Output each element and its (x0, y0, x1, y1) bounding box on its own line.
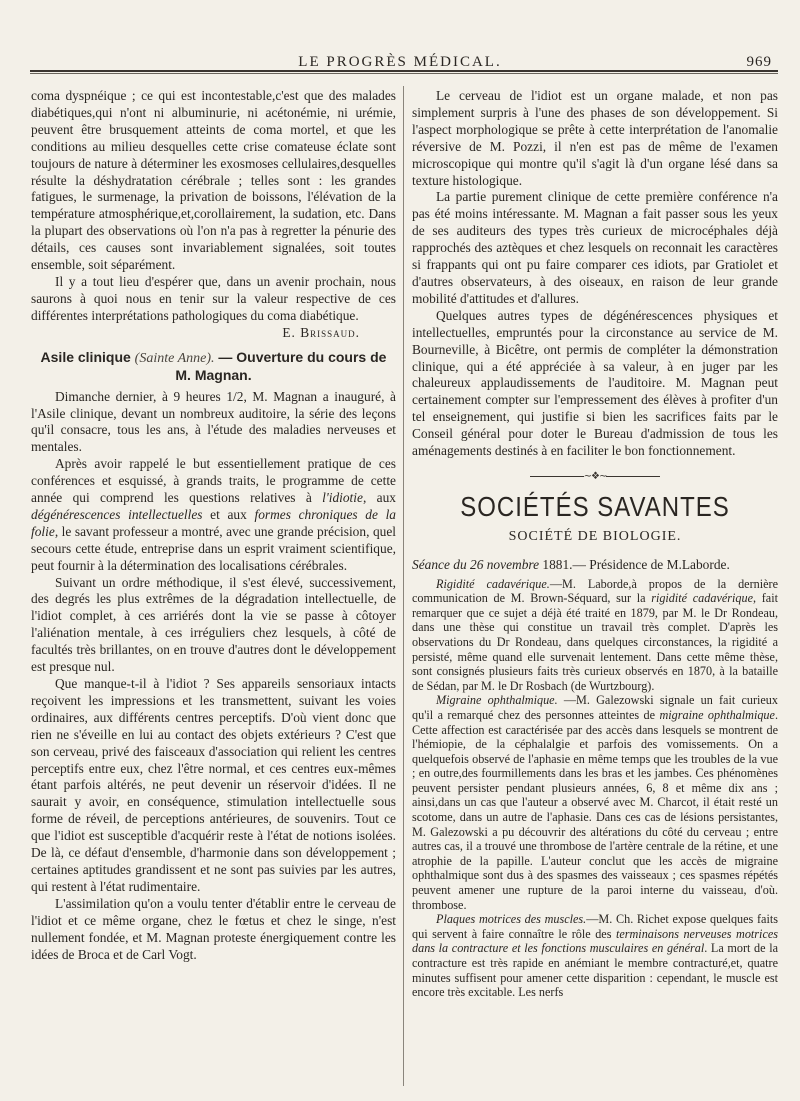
running-title: LE PROGRÈS MÉDICAL. (298, 54, 502, 70)
paragraph: Rigidité cadavérique.—M. Laborde,à propos de la dernière communication de M. Brown-Séquard, sur la rigidité cadavérique, fait remarquer que ce sujet a déjà été traité en 1879, par M. le Dr Rondeau, dans une thèse qui constitue un travail très complet. D'après les observations du Dr Rondeau, dans quelques circonstances, la rigidité a persisté, même quand elle survenait lentement. Dans cette même thèse, sont consignés plusieurs faits très curieux observés en 1870, à la bataille de Sédan, par M. le Dr Rosbach (de Wurtzbourg). (412, 576, 778, 693)
section-title: SOCIÉTÉS SAVANTES (460, 491, 730, 523)
page-number: 969 (746, 54, 772, 70)
author-signature: E. Brissaud. (282, 324, 360, 340)
proceedings (412, 577, 778, 1000)
header-rule (30, 70, 778, 72)
section-ornament: ∼❖∼ (412, 469, 778, 486)
column-divider (403, 86, 404, 1086)
paragraph: coma dyspnéique ; ce qui est incontestable,c'est que des malades diabétiques,qui n'ont ni albuminurie, ni acétonémie, ni urémie, peuvent être brusquement atteints de coma mortel, et que les conditions au milieu desquelles cette crise comateuse éclate sont toujours de nature à déterminer les exosmoses cellulaires,desquelles résulte la déshydratation cérébrale ; telles sont : les grandes fatigues, le surmenage, la privation de boissons, l'élévation de la température atmosphérique,et,corollairement, la sudation, etc. Dans la plupart des observations où l'on n'a pas à regretter la pénurie des détails, ces causes sont invariablement signalées, soit toutes ensemble, soit séparément. (31, 88, 396, 273)
article-heading (31, 349, 396, 384)
paragraph: Suivant un ordre méthodique, il s'est élevé, successivement, des degrés les plus extrêmes de la dégradation intellectuelle, de l'idiot complet, à ces arriérés dont la vie se passe à côtoyer l'aliénation mentale, à ces irréguliers chez lesquels, à côté de facultés très brillantes, on en trouve d'autres dont le développement est presque nul. (31, 574, 396, 675)
paragraph: Après avoir rappelé le but essentiellement pratique de ces conférences et esquissé, à grands traits, le programme de cette année qui comprend les questions relatives à l'idiotie, aux dégénérescences intellectuelles et aux formes chroniques de la folie, le savant professeur a montré, avec une grande précision, quel secours cette étude, entreprise dans un esprit vraiment scientifique, peut fournir à la détermination des localisations cérébrales. (31, 456, 397, 573)
heading-main: Asile clinique (40, 348, 131, 365)
paragraph: Migraine ophthalmique. —M. Galezowski signale un fait curieux qu'il a remarqué chez des personnes atteintes de migraine ophthalmique. Cette affection est caractérisée par des accès dans lesquels se montrent de l'hémiopie, de la céphalalgie et parfois des vomissements. On a quelquefois observé de l'aphasie en même temps que les troubles de la vue ; en outre,des fourmillements dans les bras et les jambes. Ces phénomènes peuvent persister pendant plusieurs années, 6, 8 et même dix ans ; ainsi,dans un cas que l'auteur a observé avec M. Charcot, il était resté un scotome, dans un autre de l'aphasie. Dans ces cas de lésions persistantes, M. Galezowski a pu découvrir des altérations du côté du cerveau ; entre autres cas, il a trouvé une thrombose de l'artère centrale de la rétine, et une atrophie de la papille. L'auteur conclut que les accès de migraine ophthalmique sont dus à des spasmes des vaisseaux ; ces spasmes répétés peuvent amener une rupture de la paroi interne du vaisseau, d'où. thrombose. (412, 693, 778, 912)
header-rule-thin (30, 73, 778, 74)
paragraph: Plaques motrices des muscles.—M. Ch. Richet expose quelques faits qui servent à faire connaître le rôle des terminaisons nerveuses motrices dans la contracture et les fonctions musculaires en général. La mort de la contracture est très rapide en anémiant le membre contracturé,et, quatre minutes suffisent pour amener cette disparition : cependant, le muscle est encore très excitable. Les nerfs (412, 912, 779, 1000)
paragraph: Le cerveau de l'idiot est un organe malade, et non pas simplement surpris à l'une des phases de son développement. Si l'aspect morphologique se prête à cette interprétation de l'anomalie réversive de M. Pozzi, il n'en est pas de même de l'examen microscopique qui montre qu'il s'agit là d'un organe lésé dans sa texture histologique. (412, 88, 778, 188)
paragraph: Il y a tout lieu d'espérer que, dans un avenir prochain, nous saurons à quoi nous en tenir sur la valeur respective de ces différentes interprétations pathologiques du coma diabétique. (31, 273, 396, 323)
heading-location: (Sainte Anne). (134, 350, 215, 366)
paragraph: Dimanche dernier, à 9 heures 1/2, M. Magnan a inauguré, à l'Asile clinique, devant un nombreux auditoire, la série des leçons qu'il consacre, tous les ans, à l'étude des maladies nerveuses et mentales. (31, 388, 396, 455)
society-name: SOCIÉTÉ DE BIOLOGIE. (508, 528, 682, 544)
paragraph: La partie purement clinique de cette première conférence n'a pas été moins intéressante. M. Magnan a fait passer sous les yeux de ses auditeurs des types très curieux de microcéphales déjà rapprochés des aztèques et chez lesquels on reconnait les caractères si frappants qui ont pu faire comparer ces idiots, par Gratiolet et d'autres observateurs, à des oiseaux, en raison de leur grande mobilité d'attitudes et d'allures. (412, 189, 778, 306)
paragraph: Quelques autres types de dégénérescences physiques et intellectuelles, empruntés pour la circonstance au service de M. Bourneville, à Bicêtre, ont permis de compléter la démonstration clinique, qui a été appréciée à sa valeur, à en juger par les chaleureux applaudissements de l'auditoire. M. Magnan peut certainement compter sur l'empressement des élèves à profiter d'un tel enseignement, qui justifie si bien les sacrifices faits par le Conseil général pour doter le Bureau d'admission de tous les aménagements destinés à en faciliter le bon fonctionnement. (412, 307, 778, 459)
left-column (31, 88, 396, 963)
paragraph: Que manque-t-il à l'idiot ? Ses appareils sensoriaux intacts reçoivent les impressions et les transmettent, suivant les voies ordinaires, aux différents centres perceptifs. D'où vient donc que rien ne s'éveille en lui au contact des objets extérieurs ? C'est que son cerveau, privé des faisceaux d'association qui relient les centres perceptifs entre eux, chez l'être normal, et ces centres eux-mêmes étant parfois altérés, ne peut devenir un réservoir d'idées. Il ne saurait y avoir, en conséquence, stimulation intellectuelle sous forme de réveil, de perceptions antérieures, de souvenirs. Tout ce que l'idiot est susceptible d'acquérir reste à l'état de notions isolées. De là, ce défaut d'ensemble, d'harmonie dans son développement ; certaines aptitudes grandissent et ne sont pas suivies par les autres, qui restent à l'état rudimentaire. (31, 676, 396, 894)
paragraph: L'assimilation qu'on a voulu tenter d'établir entre le cerveau de l'idiot et ce même organe, chez le fœtus et chez le singe, n'est nullement fondée, et M. Magnan proteste énergiquement contre les idées de Broca et de Carl Vogt. (31, 895, 396, 962)
right-column (412, 88, 778, 1000)
session-line: Séance du 26 novembre 1881.— Présidence de M.Laborde. (412, 556, 730, 572)
heading-rest: — Ouverture du cours de M. Magnan. (175, 348, 387, 383)
